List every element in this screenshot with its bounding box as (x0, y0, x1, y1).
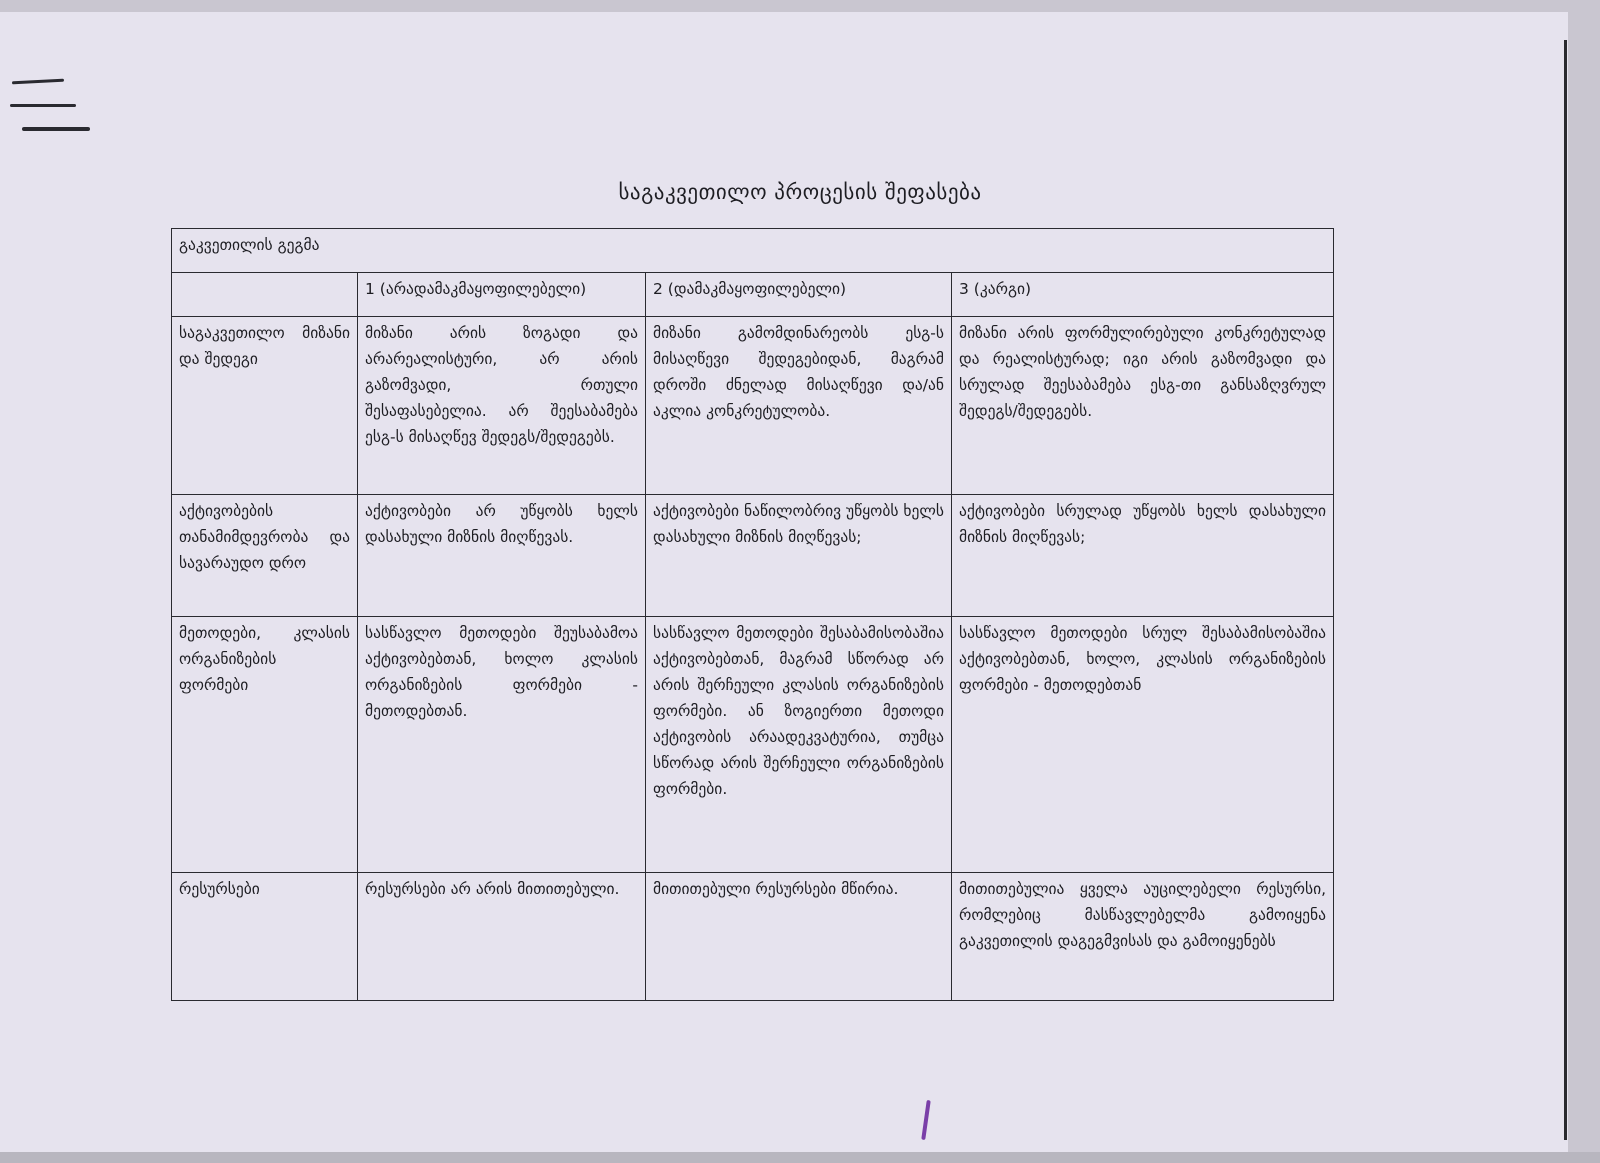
level-2-cell: სასწავლო მეთოდები შესაბამისობაშია აქტივობებთან, მაგრამ სწორად არ არის შერჩეული კლასის ორგანიზების ფორმები. ან ზოგიერთი მეთოდი აქტივობის არაადეკვატურია, თუმცა სწორად არის შერჩეული ორგანიზების ფორმები. (646, 617, 952, 873)
level-3-cell: სასწავლო მეთოდები სრულ შესაბამისობაშია აქტივობებთან, ხოლო, კლასის ორგანიზების ფორმები - მეთოდებთან (952, 617, 1334, 873)
header-row (172, 273, 1334, 317)
header-level-1: 1 (არადამაკმაყოფილებელი) (358, 273, 646, 317)
page-edge-line (1564, 40, 1567, 1140)
level-1-cell: სასწავლო მეთოდები შეუსაბამოა აქტივობებთან, ხოლო კლასის ორგანიზების ფორმები - მეთოდებთან. (358, 617, 646, 873)
level-2-cell: აქტივობები ნაწილობრივ უწყობს ხელს დასახული მიზნის მიღწევას; (646, 495, 952, 617)
level-2-cell: მითითებული რესურსები მწირია. (646, 873, 952, 1001)
header-level-3: 3 (კარგი) (952, 273, 1334, 317)
level-2-cell: მიზანი გამომდინარეობს ესგ-ს მისაღწევი შედეგებიდან, მაგრამ დროში ძნელად მისაღწევი და/ან აკლია კონკრეტულობა. (646, 317, 952, 495)
table-row (172, 495, 1334, 617)
table-row (172, 317, 1334, 495)
level-1-cell: აქტივობები არ უწყობს ხელს დასახული მიზნის მიღწევას. (358, 495, 646, 617)
page-title: საგაკვეთილო პროცესის შეფასება (618, 180, 982, 204)
criterion-cell: აქტივობების თანამიმდევრობა და სავარაუდო დრო (172, 495, 358, 617)
level-1-cell: რესურსები არ არის მითითებული. (358, 873, 646, 1001)
table-row (172, 617, 1334, 873)
lesson-plan-label: გაკვეთილის გეგმა (172, 229, 1334, 273)
margin-mark-3 (22, 127, 90, 131)
criterion-cell: საგაკვეთილო მიზანი და შედეგი (172, 317, 358, 495)
margin-mark-2 (10, 104, 76, 107)
header-empty (172, 273, 358, 317)
table-row (172, 873, 1334, 1001)
assessment-rubric-table (171, 228, 1334, 1001)
level-3-cell: მითითებულია ყველა აუცილებელი რესურსი, რომლებიც მასწავლებელმა გამოიყენა გაკვეთილის დაგეგმვისას და გამოიყენებს (952, 873, 1334, 1001)
level-3-cell: მიზანი არის ფორმულირებული კონკრეტულად და რეალისტურად; იგი არის გაზომვადი და სრულად შეესაბამება ესგ-თი განსაზღვრულ შედეგს/შედეგებს. (952, 317, 1334, 495)
criterion-cell: მეთოდები, კლასის ორგანიზების ფორმები (172, 617, 358, 873)
scanner-bottom-edge (0, 1152, 1600, 1163)
criterion-cell: რესურსები (172, 873, 358, 1001)
level-1-cell: მიზანი არის ზოგადი და არარეალისტური, არ არის გაზომვადი, რთული შესაფასებელია. არ შეესაბამება ესგ-ს მისაღწევ შედეგს/შედეგებს. (358, 317, 646, 495)
level-3-cell: აქტივობები სრულად უწყობს ხელს დასახული მიზნის მიღწევას; (952, 495, 1334, 617)
header-level-2: 2 (დამაკმაყოფილებელი) (646, 273, 952, 317)
